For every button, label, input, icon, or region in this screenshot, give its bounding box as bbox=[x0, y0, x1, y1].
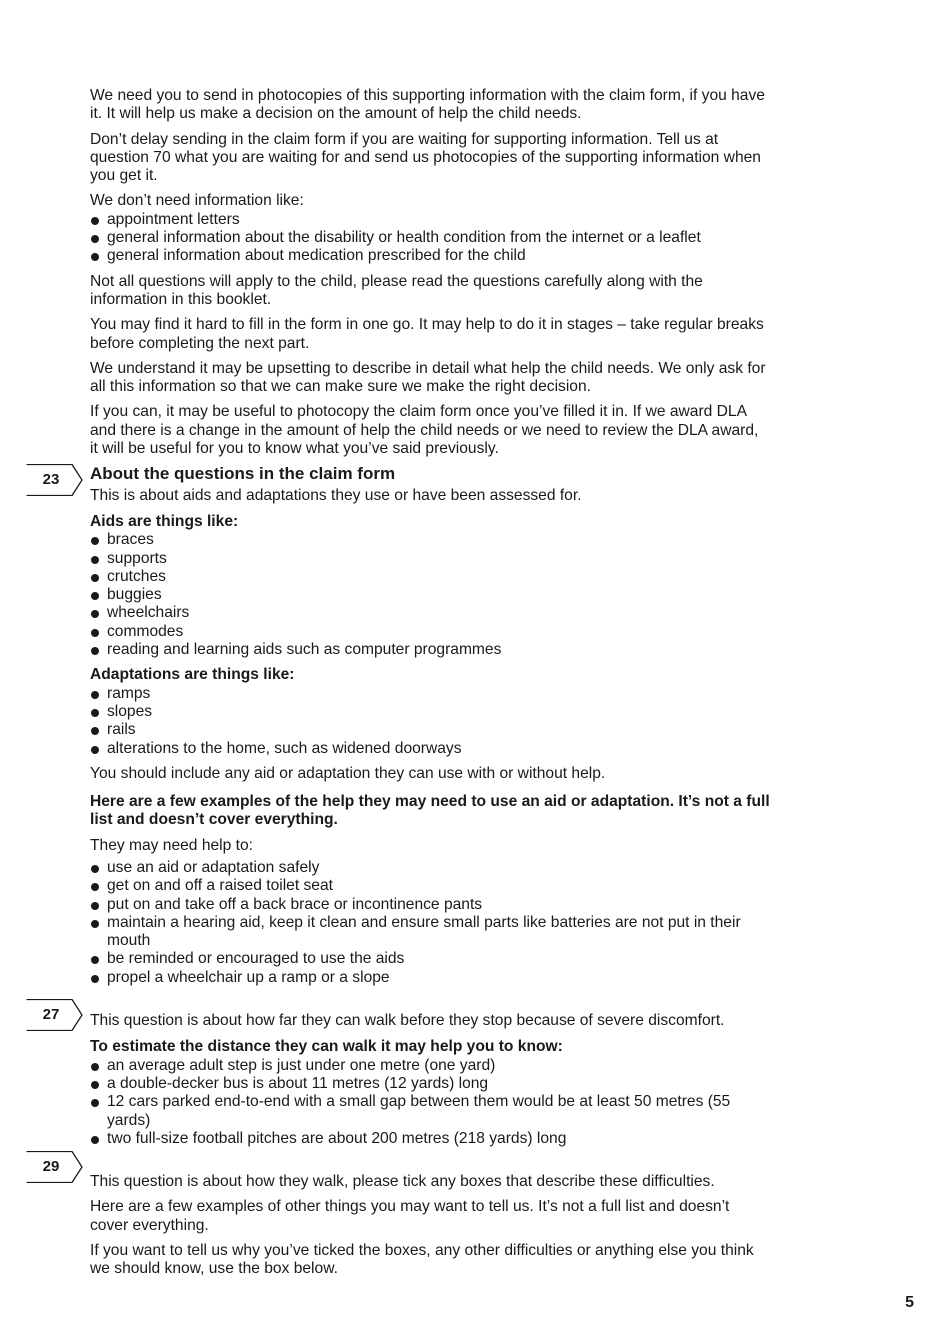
question-23-number: 23 bbox=[42, 471, 60, 488]
list-item: rails bbox=[90, 721, 770, 739]
intro-paragraph: We don’t need information like: bbox=[90, 192, 304, 210]
list-item: buggies bbox=[90, 586, 770, 604]
adaptations-list bbox=[90, 685, 770, 758]
intro-paragraph: Don’t delay sending in the claim form if you are waiting for supporting information. Tell us at question 70 what you are waiting for and send us photocopies of the supporting information when you get it. bbox=[90, 130, 761, 185]
list-item: propel a wheelchair up a ramp or a slope bbox=[90, 969, 770, 987]
page-content bbox=[90, 87, 770, 1286]
intro-paragraph: If you can, it may be useful to photocopy the claim form once you’ve filled it in. If we award DLA and there is a change in the amount of help the child needs or we need to review the DLA award, it will be useful for you to know what you’ve said previously. bbox=[90, 403, 759, 458]
intro-paragraph: We understand it may be upsetting to describe in detail what help the child needs. We only ask for all this information so that we can make sure we make the right decision. bbox=[90, 359, 766, 396]
question-29-number: 29 bbox=[42, 1158, 60, 1175]
question-27-badge bbox=[26, 999, 84, 1031]
list-item: appointment letters bbox=[90, 211, 770, 229]
list-item: an average adult step is just under one metre (one yard) bbox=[90, 1057, 770, 1075]
list-item: maintain a hearing aid, keep it clean and ensure small parts like batteries are not put in their mouth bbox=[90, 914, 770, 951]
estimate-label: To estimate the distance they can walk it may help you to know: bbox=[90, 1038, 563, 1056]
list-item: braces bbox=[90, 531, 770, 549]
page-number: 5 bbox=[905, 1293, 914, 1311]
help-intro: They may need help to: bbox=[90, 836, 253, 854]
examples-note: Here are a few examples of the help they may need to use an aid or adaptation. It’s not a full list and doesn’t cover everything. bbox=[90, 793, 770, 829]
list-item: get on and off a raised toilet seat bbox=[90, 877, 770, 895]
aids-label: Aids are things like: bbox=[90, 512, 239, 530]
list-item: use an aid or adaptation safely bbox=[90, 859, 770, 877]
q23-intro: This is about aids and adaptations they use or have been assessed for. bbox=[90, 486, 582, 504]
list-item: supports bbox=[90, 550, 770, 568]
not-needed-list bbox=[90, 211, 770, 266]
list-item: two full-size football pitches are about 200 metres (218 yards) long bbox=[90, 1130, 770, 1148]
question-23-badge bbox=[26, 464, 84, 496]
intro-paragraph: You may find it hard to fill in the form in one go. It may help to do it in stages – take regular breaks before completing the next part. bbox=[90, 316, 764, 352]
question-29-badge bbox=[26, 1151, 84, 1183]
list-item: general information about medication prescribed for the child bbox=[90, 247, 770, 265]
aids-list bbox=[90, 531, 770, 659]
list-item: wheelchairs bbox=[90, 604, 770, 622]
q29-paragraph: Here are a few examples of other things you may want to tell us. It’s not a full list and doesn’t cover everything. bbox=[90, 1198, 730, 1234]
q27-intro: This question is about how far they can walk before they stop because of severe discomfort. bbox=[90, 1012, 725, 1030]
q23-heading: About the questions in the claim form bbox=[90, 464, 396, 484]
distance-facts-list bbox=[90, 1057, 770, 1148]
question-27-number: 27 bbox=[42, 1006, 60, 1023]
list-item: be reminded or encouraged to use the aids bbox=[90, 950, 770, 968]
list-item: slopes bbox=[90, 703, 770, 721]
list-item: crutches bbox=[90, 568, 770, 586]
list-item: alterations to the home, such as widened doorways bbox=[90, 740, 770, 758]
q29-paragraph: This question is about how they walk, please tick any boxes that describe these difficulties. bbox=[90, 1173, 715, 1191]
list-item: put on and take off a back brace or incontinence pants bbox=[90, 896, 770, 914]
list-item: commodes bbox=[90, 623, 770, 641]
list-item: reading and learning aids such as computer programmes bbox=[90, 641, 770, 659]
list-item: general information about the disability or health condition from the internet or a leaflet bbox=[90, 229, 770, 247]
intro-paragraph: Not all questions will apply to the child, please read the questions carefully along with the information in this booklet. bbox=[90, 272, 703, 308]
q29-paragraph: If you want to tell us why you’ve ticked the boxes, any other difficulties or anything else you think we should know, use the box below. bbox=[90, 1242, 754, 1278]
help-list bbox=[90, 859, 770, 987]
list-item: a double-decker bus is about 11 metres (12 yards) long bbox=[90, 1075, 770, 1093]
list-item: ramps bbox=[90, 685, 770, 703]
intro-paragraph: We need you to send in photocopies of this supporting information with the claim form, if you have it. It will help us make a decision on the amount of help the child needs. bbox=[90, 87, 765, 123]
list-item: 12 cars parked end-to-end with a small gap between them would be at least 50 metres (55 yards) bbox=[90, 1093, 770, 1130]
adaptations-label: Adaptations are things like: bbox=[90, 666, 295, 684]
include-note: You should include any aid or adaptation they can use with or without help. bbox=[90, 764, 606, 782]
